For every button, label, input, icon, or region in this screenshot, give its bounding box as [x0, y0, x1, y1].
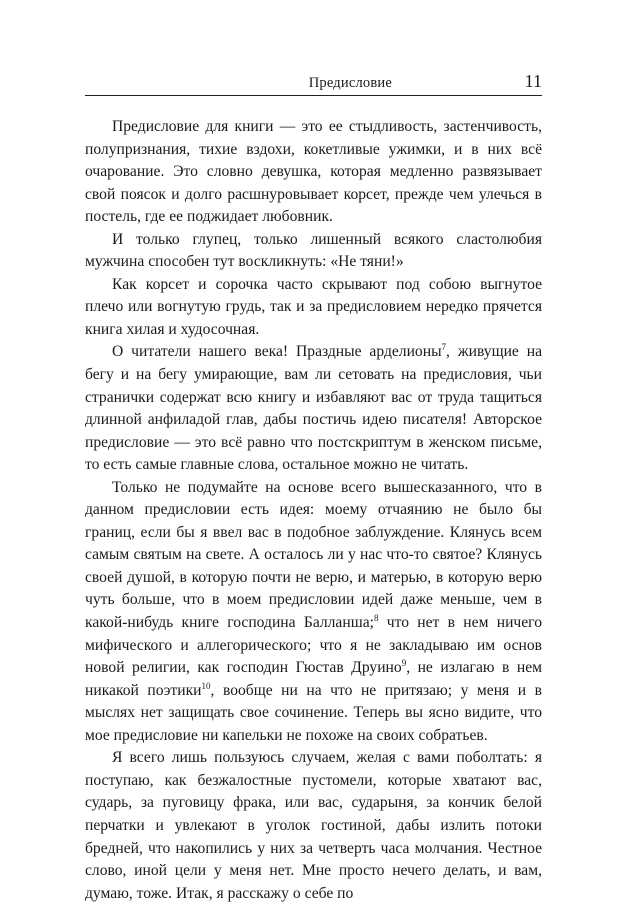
paragraph-4	[85, 341, 542, 476]
footnote-marker-9: 9	[401, 658, 407, 669]
paragraph-5-part-1: Только не подумайте на основе всего вышесказанного, что в данном предисловии есть идея: моему отчаянию не было бы границ, если бы я ввел вас в подобное заблуждение. Клянусь всем самым святым на свете. А осталось ли у нас что-то святое? Клянусь своей душой, в которую почти не верю, и матерью, в которую верю чуть больше, что в моем предисловии идей даже меньше, чем в какой-нибудь книге господина Балланша;	[85, 478, 542, 632]
paragraph-1: Предисловие для книги — это ее стыдливость, застенчивость, полупризнания, тихие вздохи, кокетливые ужимки, и в них всё очарование. Это словно девушка, которая медленно развязывает свой поясок и долго расшнуровывает корсет, прежде чем улечься в постель, где ее поджидает любовник.	[85, 118, 542, 226]
paragraph-6: Я всего лишь пользуюсь случаем, желая с вами поболтать: я поступаю, как безжалостные пустомели, которые хватают вас, сударь, за пуговицу фрака, или вас, сударыня, за кончик белой перчатки и увлекают в уголок гостиной, дабы излить потоки бредней, что накопились у них за четверть часа молчания. Честное слово, иной цели у меня нет. Мне просто нечего делать, и вам, думаю, тоже. Итак, я расскажу о себе по	[85, 749, 542, 902]
paragraph-5-part-2: что нет в нем ничего мифического и аллегорического; что я не закладываю им основ новой религии, как господин Гюстав Друино	[85, 614, 542, 677]
paragraph-5-part-3: , не излагаю в нем никакой поэтики	[85, 659, 542, 699]
footnote-marker-10: 10	[201, 680, 211, 691]
page-number: 11	[524, 71, 542, 91]
paragraph-5-part-4: , вообще ни на что не притязаю; у меня и в мыслях нет защищать свое сочинение. Теперь вы ясно видите, что мое предисловие ни капельки не похоже на своих собратьев.	[85, 681, 542, 744]
running-header	[85, 73, 542, 96]
paragraph-4-part-1: О читатели нашего века! Праздные арделионы	[112, 343, 442, 361]
footnote-marker-8: 8	[373, 613, 379, 624]
footnote-marker-7: 7	[441, 342, 447, 353]
paragraph-3: Как корсет и сорочка часто скрывают под собою выгнутое плечо или вогнутую грудь, так и за предисловием нередко прячется книга хилая и худосочная.	[85, 275, 542, 338]
paragraph-4-part-2: , живущие на бегу и на бегу умирающие, вам ли сетовать на предисловия, чьи странички содержат всю книгу и избавляют вас от труда тащиться длинной анфиладой глав, дабы постичь идею писателя! Авторское предисловие — это всё равно что постскриптум в женском письме, то есть самые главные слова, остальное можно не читать.	[85, 343, 542, 474]
paragraph-5	[85, 477, 542, 748]
running-title: Предисловие	[308, 75, 392, 91]
body-text	[85, 116, 542, 905]
paragraph-2: И только глупец, только лишенный всякого сластолюбия мужчина способен тут воскликнуть: «Не тяни!»	[85, 230, 542, 271]
